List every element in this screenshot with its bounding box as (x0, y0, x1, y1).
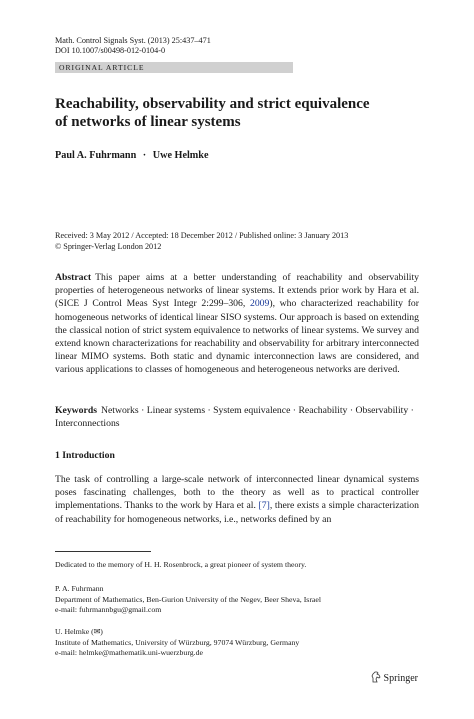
dedication-note: Dedicated to the memory of H. H. Rosenbrock, a great pioneer of system theory. (55, 560, 307, 569)
journal-header (55, 36, 211, 56)
section-heading: 1 Introduction (55, 450, 115, 461)
introduction-paragraph (55, 473, 419, 526)
article-type-banner: ORIGINAL ARTICLE (55, 62, 293, 73)
abstract-text: ), who characterized reachability for homogeneous networks of identical linear SISO systems. Our approach is based on extending the classical notion of strict system equivalence to networks of linear systems. We survey and extend known characterizations for reachability and observability for arbitrary interconnected linear MIMO systems. Both static and dynamic interconnection laws are considered, and various applications to classes of homogeneous and heterogeneous networks are derived. (55, 298, 419, 376)
author-name: Uwe Helmke (152, 150, 209, 161)
paper-title (55, 95, 425, 131)
springer-horse-icon (371, 671, 381, 686)
journal-doi[interactable]: DOI 10.1007/s00498-012-0104-0 (55, 46, 166, 55)
author-list (55, 150, 208, 161)
journal-citation: Math. Control Signals Syst. (2013) 25:437–471 (55, 36, 211, 45)
received-dates: Received: 3 May 2012 / Accepted: 18 December 2012 / Published online: 3 January 2013 (55, 231, 349, 240)
keywords-text: Networks · Linear systems · System equivalence · Reachability · Observability · Interconnections (55, 405, 414, 430)
reference-link-7[interactable]: [7] (258, 500, 270, 512)
author-separator: · (142, 150, 147, 161)
intro-text: The task of controlling a large-scale network of interconnected linear dynamical systems poses fascinating challenges, both to the theory as well as to practical controller implementations. Thanks to the work by Hara et al. (55, 474, 419, 512)
affiliation-name: P. A. Fuhrmann (55, 584, 104, 593)
keywords-label: Keywords (55, 405, 97, 416)
paper-title-line2: of networks of linear systems (55, 114, 241, 130)
affiliation-fuhrmann (55, 584, 419, 616)
intro-text: , there exists a simple characterization of reachability for homogeneous networks, i.e., networks defined by an (55, 500, 419, 525)
copyright-line: © Springer-Verlag London 2012 (55, 242, 162, 251)
affiliation-email[interactable]: e-mail: fuhrmannbgu@gmail.com (55, 605, 162, 614)
abstract-label: Abstract (55, 272, 92, 283)
affiliation-dept: Department of Mathematics, Ben-Gurion University of the Negev, Beer Sheva, Israel (55, 594, 322, 604)
affiliation-email[interactable]: e-mail: helmke@mathematik.uni-wuerzburg.de (55, 648, 203, 657)
citation-link-2009[interactable]: 2009 (249, 298, 270, 310)
keywords-block (55, 404, 419, 430)
publisher-logo (371, 671, 418, 686)
affiliation-helmke (55, 627, 419, 659)
footnote-rule (55, 551, 151, 552)
paper-title-line1: Reachability, observability and strict equivalence (55, 96, 370, 112)
abstract-paragraph (55, 271, 419, 377)
publisher-name: Springer (383, 673, 418, 684)
affiliation-dept: Institute of Mathematics, University of Würzburg, 97074 Würzburg, Germany (55, 637, 300, 647)
affiliation-name: U. Helmke (✉) (55, 627, 103, 636)
abstract-text: This paper aims at a better understanding of reachability and observability properties of heterogeneous networks of linear systems. It extends prior work by Hara et al. (SICE J Control Meas Syst Integr 2:299–306, (55, 272, 419, 310)
publication-history (55, 230, 435, 252)
author-name: Paul A. Fuhrmann (55, 150, 137, 161)
